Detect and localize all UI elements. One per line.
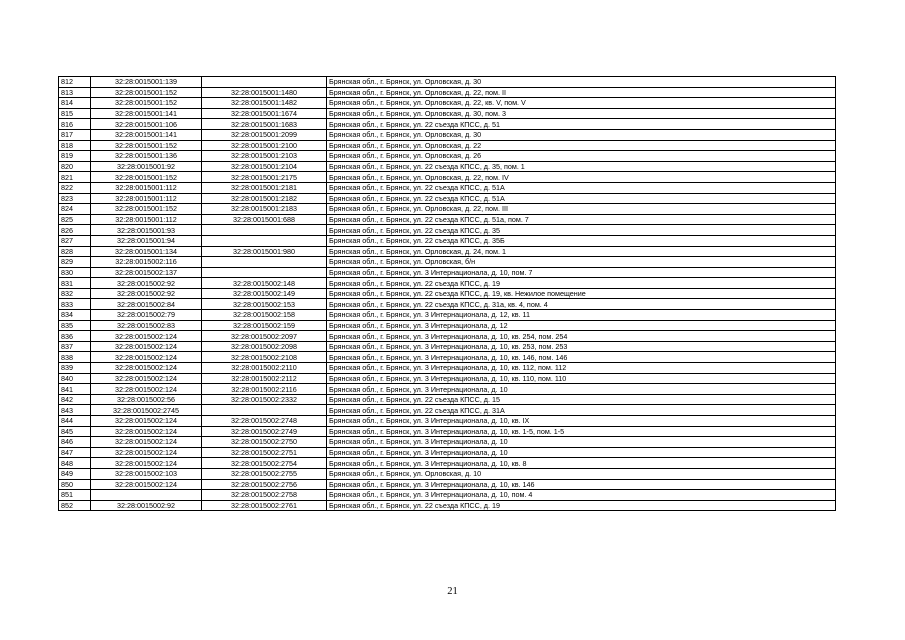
table-row [59,447,836,458]
address-cell: Брянская обл., г. Брянск, ул. 3 Интернационала, д. 10, кв. 254, пом. 254 [327,331,836,342]
parcel-cadastral-cell: 32:28:0015002:92 [91,278,202,289]
records-table [58,76,836,511]
parcel-cadastral-cell: 32:28:0015001:94 [91,235,202,246]
object-cadastral-cell: 32:28:0015001:2099 [202,129,327,140]
object-cadastral-cell: 32:28:0015002:149 [202,288,327,299]
object-cadastral-cell: 32:28:0015001:2183 [202,204,327,215]
address-cell: Брянская обл., г. Брянск, ул. 3 Интернационала, д. 10, пом. 7 [327,267,836,278]
table-row [59,172,836,183]
parcel-cadastral-cell: 32:28:0015002:56 [91,394,202,405]
object-cadastral-cell: 32:28:0015002:2097 [202,331,327,342]
parcel-cadastral-cell: 32:28:0015002:124 [91,363,202,374]
object-cadastral-cell: 32:28:0015001:2100 [202,140,327,151]
address-cell: Брянская обл., г. Брянск, ул. 3 Интернационала, д. 10 [327,447,836,458]
parcel-cadastral-cell: 32:28:0015002:124 [91,416,202,427]
object-cadastral-cell: 32:28:0015002:2110 [202,363,327,374]
table-row [59,500,836,511]
row-number-cell: 824 [59,204,91,215]
address-cell: Брянская обл., г. Брянск, ул. 3 Интернационала, д. 10, пом. 4 [327,490,836,501]
address-cell: Брянская обл., г. Брянск, ул. Орловская, д. 30, пом. 3 [327,108,836,119]
address-cell: Брянская обл., г. Брянск, ул. 3 Интернационала, д. 10, кв. IX [327,416,836,427]
parcel-cadastral-cell: 32:28:0015002:92 [91,288,202,299]
row-number-cell: 842 [59,394,91,405]
records-table-body [59,77,836,511]
object-cadastral-cell: 32:28:0015002:2755 [202,468,327,479]
table-row [59,490,836,501]
address-cell: Брянская обл., г. Брянск, ул. Орловская, д. 22, кв. V, пом. V [327,98,836,109]
parcel-cadastral-cell: 32:28:0015001:93 [91,225,202,236]
address-cell: Брянская обл., г. Брянск, ул. Орловская, д. 10 [327,468,836,479]
table-row [59,204,836,215]
table-row [59,182,836,193]
address-cell: Брянская обл., г. Брянск, ул. Орловская, д. 26 [327,151,836,162]
table-row [59,98,836,109]
parcel-cadastral-cell: 32:28:0015002:124 [91,352,202,363]
table-row [59,384,836,395]
address-cell: Брянская обл., г. Брянск, ул. 3 Интернационала, д. 10, кв. 112, пом. 112 [327,363,836,374]
parcel-cadastral-cell: 32:28:0015002:83 [91,320,202,331]
page-number: 21 [447,586,458,597]
table-row [59,437,836,448]
address-cell: Брянская обл., г. Брянск, ул. 3 Интернационала, д. 10, кв. 146 [327,479,836,490]
object-cadastral-cell: 32:28:0015002:2116 [202,384,327,395]
parcel-cadastral-cell: 32:28:0015001:152 [91,140,202,151]
address-cell: Брянская обл., г. Брянск, ул. 22 съезда КПСС, д. 19 [327,278,836,289]
parcel-cadastral-cell: 32:28:0015002:124 [91,479,202,490]
address-cell: Брянская обл., г. Брянск, ул. 3 Интернационала, д. 10, кв. 1-5, пом. 1-5 [327,426,836,437]
row-number-cell: 819 [59,151,91,162]
table-row [59,267,836,278]
row-number-cell: 827 [59,235,91,246]
object-cadastral-cell: 32:28:0015002:159 [202,320,327,331]
row-number-cell: 828 [59,246,91,257]
parcel-cadastral-cell: 32:28:0015002:92 [91,500,202,511]
address-cell: Брянская обл., г. Брянск, ул. Орловская, д. 24, пом. 1 [327,246,836,257]
row-number-cell: 816 [59,119,91,130]
parcel-cadastral-cell: 32:28:0015002:124 [91,447,202,458]
row-number-cell: 821 [59,172,91,183]
row-number-cell: 815 [59,108,91,119]
object-cadastral-cell: 32:28:0015001:1480 [202,87,327,98]
table-row [59,426,836,437]
object-cadastral-cell [202,77,327,88]
object-cadastral-cell: 32:28:0015002:2756 [202,479,327,490]
row-number-cell: 822 [59,182,91,193]
address-cell: Брянская обл., г. Брянск, ул. 22 съезда КПСС, д. 19, кв. Нежилое помещение [327,288,836,299]
row-number-cell: 845 [59,426,91,437]
row-number-cell: 841 [59,384,91,395]
address-cell: Брянская обл., г. Брянск, ул. Орловская, д. 22, пом. III [327,204,836,215]
object-cadastral-cell: 32:28:0015002:2754 [202,458,327,469]
object-cadastral-cell: 32:28:0015001:1674 [202,108,327,119]
row-number-cell: 832 [59,288,91,299]
table-row [59,394,836,405]
object-cadastral-cell: 32:28:0015001:2175 [202,172,327,183]
row-number-cell: 851 [59,490,91,501]
address-cell: Брянская обл., г. Брянск, ул. 22 съезда КПСС, д. 51 [327,119,836,130]
parcel-cadastral-cell: 32:28:0015001:152 [91,204,202,215]
parcel-cadastral-cell: 32:28:0015002:2745 [91,405,202,416]
address-cell: Брянская обл., г. Брянск, ул. Орловская, д. 22, пом. II [327,87,836,98]
address-cell: Брянская обл., г. Брянск, ул. 22 съезда КПСС, д. 31а, кв. 4, пом. 4 [327,299,836,310]
table-row [59,193,836,204]
object-cadastral-cell: 32:28:0015001:2181 [202,182,327,193]
parcel-cadastral-cell: 32:28:0015001:141 [91,108,202,119]
object-cadastral-cell: 32:28:0015002:2751 [202,447,327,458]
row-number-cell: 813 [59,87,91,98]
parcel-cadastral-cell: 32:28:0015001:136 [91,151,202,162]
table-row [59,416,836,427]
parcel-cadastral-cell: 32:28:0015001:112 [91,182,202,193]
object-cadastral-cell: 32:28:0015001:980 [202,246,327,257]
row-number-cell: 839 [59,363,91,374]
table-row [59,288,836,299]
table-row [59,246,836,257]
object-cadastral-cell: 32:28:0015002:2108 [202,352,327,363]
row-number-cell: 831 [59,278,91,289]
parcel-cadastral-cell: 32:28:0015002:137 [91,267,202,278]
object-cadastral-cell [202,257,327,268]
address-cell: Брянская обл., г. Брянск, ул. 22 съезда КПСС, д. 35Б [327,235,836,246]
row-number-cell: 825 [59,214,91,225]
parcel-cadastral-cell: 32:28:0015002:124 [91,341,202,352]
address-cell: Брянская обл., г. Брянск, ул. 22 съезда КПСС, д. 31А [327,405,836,416]
row-number-cell: 837 [59,341,91,352]
row-number-cell: 826 [59,225,91,236]
address-cell: Брянская обл., г. Брянск, ул. 3 Интернационала, д. 10, кв. 253, пом. 253 [327,341,836,352]
parcel-cadastral-cell: 32:28:0015001:152 [91,98,202,109]
table-row [59,352,836,363]
table-row [59,140,836,151]
address-cell: Брянская обл., г. Брянск, ул. 3 Интернационала, д. 10, кв. 8 [327,458,836,469]
address-cell: Брянская обл., г. Брянск, ул. Орловская, д. 22, пом. IV [327,172,836,183]
parcel-cadastral-cell: 32:28:0015002:124 [91,426,202,437]
parcel-cadastral-cell: 32:28:0015002:103 [91,468,202,479]
row-number-cell: 835 [59,320,91,331]
object-cadastral-cell: 32:28:0015002:148 [202,278,327,289]
parcel-cadastral-cell: 32:28:0015002:116 [91,257,202,268]
table-row [59,108,836,119]
object-cadastral-cell: 32:28:0015001:2104 [202,161,327,172]
table-row [59,468,836,479]
parcel-cadastral-cell: 32:28:0015002:79 [91,310,202,321]
table-row [59,373,836,384]
row-number-cell: 847 [59,447,91,458]
object-cadastral-cell: 32:28:0015002:2749 [202,426,327,437]
parcel-cadastral-cell: 32:28:0015001:106 [91,119,202,130]
parcel-cadastral-cell: 32:28:0015001:112 [91,193,202,204]
object-cadastral-cell: 32:28:0015002:2112 [202,373,327,384]
object-cadastral-cell: 32:28:0015001:2182 [202,193,327,204]
row-number-cell: 838 [59,352,91,363]
parcel-cadastral-cell: 32:28:0015001:139 [91,77,202,88]
row-number-cell: 843 [59,405,91,416]
address-cell: Брянская обл., г. Брянск, ул. Орловская, б/н [327,257,836,268]
address-cell: Брянская обл., г. Брянск, ул. Орловская, д. 30 [327,129,836,140]
table-row [59,320,836,331]
object-cadastral-cell: 32:28:0015002:2332 [202,394,327,405]
table-row [59,257,836,268]
object-cadastral-cell: 32:28:0015002:2750 [202,437,327,448]
object-cadastral-cell: 32:28:0015002:2748 [202,416,327,427]
object-cadastral-cell: 32:28:0015002:2761 [202,500,327,511]
table-row [59,341,836,352]
parcel-cadastral-cell: 32:28:0015002:124 [91,331,202,342]
table-row [59,161,836,172]
object-cadastral-cell [202,235,327,246]
parcel-cadastral-cell: 32:28:0015002:124 [91,437,202,448]
object-cadastral-cell [202,225,327,236]
row-number-cell: 852 [59,500,91,511]
address-cell: Брянская обл., г. Брянск, ул. Орловская, д. 22 [327,140,836,151]
parcel-cadastral-cell: 32:28:0015001:92 [91,161,202,172]
row-number-cell: 850 [59,479,91,490]
address-cell: Брянская обл., г. Брянск, ул. 22 съезда КПСС, д. 15 [327,394,836,405]
address-cell: Брянская обл., г. Брянск, ул. 22 съезда КПСС, д. 19 [327,500,836,511]
address-cell: Брянская обл., г. Брянск, ул. 22 съезда КПСС, д. 51А [327,193,836,204]
object-cadastral-cell: 32:28:0015002:153 [202,299,327,310]
parcel-cadastral-cell: 32:28:0015002:124 [91,458,202,469]
row-number-cell: 829 [59,257,91,268]
row-number-cell: 836 [59,331,91,342]
table-row [59,363,836,374]
row-number-cell: 823 [59,193,91,204]
table-row [59,299,836,310]
row-number-cell: 846 [59,437,91,448]
table-row [59,151,836,162]
parcel-cadastral-cell: 32:28:0015001:134 [91,246,202,257]
row-number-cell: 834 [59,310,91,321]
address-cell: Брянская обл., г. Брянск, ул. 3 Интернационала, д. 10 [327,384,836,395]
address-cell: Брянская обл., г. Брянск, ул. 3 Интернационала, д. 10, кв. 146, пом. 146 [327,352,836,363]
row-number-cell: 818 [59,140,91,151]
row-number-cell: 849 [59,468,91,479]
parcel-cadastral-cell [91,490,202,501]
object-cadastral-cell: 32:28:0015002:2098 [202,341,327,352]
address-cell: Брянская обл., г. Брянск, ул. 22 съезда КПСС, д. 35 [327,225,836,236]
row-number-cell: 817 [59,129,91,140]
address-cell: Брянская обл., г. Брянск, ул. 22 съезда КПСС, д. 51а, пом. 7 [327,214,836,225]
parcel-cadastral-cell: 32:28:0015002:124 [91,373,202,384]
parcel-cadastral-cell: 32:28:0015001:141 [91,129,202,140]
row-number-cell: 848 [59,458,91,469]
table-row [59,225,836,236]
row-number-cell: 812 [59,77,91,88]
address-cell: Брянская обл., г. Брянск, ул. Орловская, д. 30 [327,77,836,88]
address-cell: Брянская обл., г. Брянск, ул. 3 Интернационала, д. 12 [327,320,836,331]
address-cell: Брянская обл., г. Брянск, ул. 3 Интернационала, д. 10, кв. 110, пом. 110 [327,373,836,384]
parcel-cadastral-cell: 32:28:0015001:112 [91,214,202,225]
parcel-cadastral-cell: 32:28:0015001:152 [91,87,202,98]
object-cadastral-cell [202,267,327,278]
object-cadastral-cell [202,405,327,416]
table-row [59,214,836,225]
row-number-cell: 830 [59,267,91,278]
object-cadastral-cell: 32:28:0015002:158 [202,310,327,321]
table-row [59,77,836,88]
object-cadastral-cell: 32:28:0015001:2103 [202,151,327,162]
object-cadastral-cell: 32:28:0015001:1683 [202,119,327,130]
address-cell: Брянская обл., г. Брянск, ул. 3 Интернационала, д. 12, кв. 11 [327,310,836,321]
table-row [59,331,836,342]
parcel-cadastral-cell: 32:28:0015002:124 [91,384,202,395]
address-cell: Брянская обл., г. Брянск, ул. 3 Интернационала, д. 10 [327,437,836,448]
row-number-cell: 844 [59,416,91,427]
table-row [59,278,836,289]
table-row [59,479,836,490]
row-number-cell: 833 [59,299,91,310]
table-row [59,235,836,246]
table-row [59,405,836,416]
parcel-cadastral-cell: 32:28:0015001:152 [91,172,202,183]
table-row [59,87,836,98]
row-number-cell: 814 [59,98,91,109]
object-cadastral-cell: 32:28:0015001:1482 [202,98,327,109]
table-row [59,310,836,321]
address-cell: Брянская обл., г. Брянск, ул. 22 съезда КПСС, д. 35, пом. 1 [327,161,836,172]
row-number-cell: 820 [59,161,91,172]
object-cadastral-cell: 32:28:0015002:2758 [202,490,327,501]
table-row [59,119,836,130]
object-cadastral-cell: 32:28:0015001:688 [202,214,327,225]
address-cell: Брянская обл., г. Брянск, ул. 22 съезда КПСС, д. 51А [327,182,836,193]
table-row [59,458,836,469]
table-row [59,129,836,140]
row-number-cell: 840 [59,373,91,384]
parcel-cadastral-cell: 32:28:0015002:84 [91,299,202,310]
